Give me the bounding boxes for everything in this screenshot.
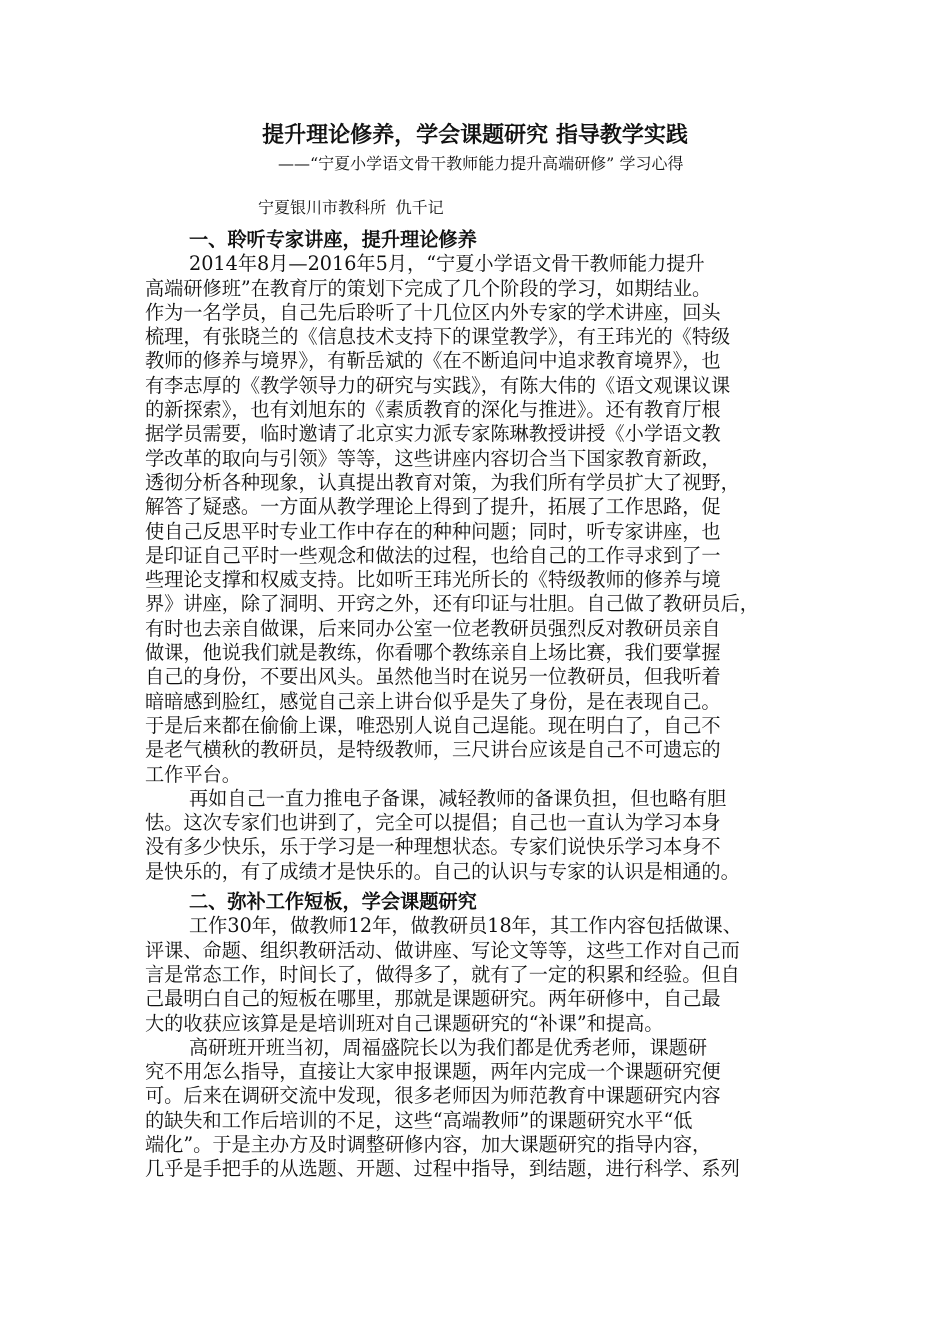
paragraph-line: 工作平台。: [145, 762, 241, 786]
paragraph-line: 没有多少快乐，乐于学习是一种理想状态。专家们说快乐学习本身不: [145, 835, 721, 859]
paragraph-line: 解答了疑惑。一方面从教学理论上得到了提升，拓展了工作思路，促: [145, 495, 721, 519]
paragraph-line: 2014年8月—2016年5月，“宁夏小学语文骨干教师能力提升: [189, 252, 705, 276]
paragraph-line: 评课、命题、组织教研活动、做讲座、写论文等等，这些工作对自己而: [145, 938, 740, 962]
paragraph-line: 的新探索》，也有刘旭东的《素质教育的深化与推进》。还有教育厅根: [145, 398, 721, 422]
paragraph-line: 于是后来都在偷偷上课，唯恐别人说自己逞能。现在明白了，自己不: [145, 713, 721, 737]
paragraph-line: 作为一名学员，自己先后聆听了十几位区内外专家的学术讲座，回头: [145, 300, 721, 324]
paragraph-line: 己最明白自己的短板在哪里，那就是课题研究。两年研修中，自己最: [145, 987, 721, 1011]
paragraph-line: 暗暗感到脸红，感觉自己亲上讲台似乎是失了身份，是在表现自己。: [145, 689, 721, 713]
paragraph-line: 大的收获应该算是是培训班对自己课题研究的“补课”和提高。: [145, 1011, 664, 1035]
document-subtitle: ——“宁夏小学语文骨干教师能力提升高端研修” 学习心得: [278, 154, 684, 173]
paragraph-line: 高研班开班当初，周福盛院长以为我们都是优秀老师，课题研: [189, 1035, 708, 1059]
paragraph-line: 可。后来在调研交流中发现，很多老师因为师范教育中课题研究内容: [145, 1084, 721, 1108]
paragraph-line: 工作30年，做教师12年，做教研员18年，其工作内容包括做课、: [189, 914, 742, 938]
paragraph-line: 怯。这次专家们也讲到了，完全可以提倡；自己也一直认为学习本身: [145, 811, 721, 835]
paragraph-line: 梳理，有张晓兰的《信息技术支持下的课堂教学》，有王玮光的《特级: [145, 325, 731, 349]
paragraph-line: 是老气横秋的教研员，是特级教师，三尺讲台应该是自己不可遗忘的: [145, 738, 721, 762]
paragraph-line: 再如自己一直力推电子备课，减轻教师的备课负担，但也略有胆: [189, 786, 727, 810]
paragraph-line: 据学员需要，临时邀请了北京实力派专家陈琳教授讲授《小学语文教: [145, 422, 721, 446]
paragraph: [145, 787, 807, 884]
paragraph-line: 究不用怎么指导，直接让大家申报课题，两年内完成一个课题研究便: [145, 1060, 721, 1084]
paragraph-line: 界》讲座，除了洞明、开窍之外，还有印证与壮胆。自己做了教研员后，: [145, 592, 759, 616]
paragraph: [145, 1036, 807, 1182]
paragraph-line: 几乎是手把手的从选题、开题、过程中指导，到结题，进行科学、系列: [145, 1157, 740, 1181]
document-body: [145, 228, 807, 1182]
section-2-content: [145, 914, 807, 1181]
paragraph-line: 有李志厚的《教学领导力的研究与实践》，有陈大伟的《语文观课议课: [145, 373, 731, 397]
paragraph-line: 的缺失和工作后培训的不足，这些“高端教师”的课题研究水平“低: [145, 1108, 693, 1132]
paragraph-line: 端化”。于是主办方及时调整研修内容，加大课题研究的指导内容，: [145, 1132, 712, 1156]
paragraph-line: 些理论支撑和权威支持。比如听王玮光所长的《特级教师的修养与境: [145, 568, 721, 592]
section-1-heading: 一、聆听专家讲座，提升理论修养: [189, 228, 477, 251]
paragraph-line: 是印证自己平时一些观念和做法的过程，也给自己的工作寻求到了一: [145, 543, 721, 567]
section-2-heading: 二、弥补工作短板，学会课题研究: [189, 890, 477, 914]
document-author: 宁夏银川市教科所 仇千记: [258, 198, 444, 217]
paragraph-line: 教师的修养与境界》，有靳岳斌的《在不断追问中追求教育境界》，也: [145, 349, 721, 373]
paragraph: [145, 914, 807, 1035]
paragraph-line: 是快乐的，有了成绩才是快乐的。自己的认识与专家的认识是相通的。: [145, 859, 740, 883]
paragraph-line: 有时也去亲自做课，后来同办公室一位老教研员强烈反对教研员亲自: [145, 616, 721, 640]
paragraph-line: 使自己反思平时专业工作中存在的种种问题；同时，听专家讲座，也: [145, 519, 721, 543]
paragraph-line: 自己的身份，不要出风头。虽然他当时在说另一位教研员，但我听着: [145, 665, 721, 689]
paragraph: [145, 252, 807, 787]
paragraph-line: 透彻分析各种现象，认真提出教育对策，为我们所有学员扩大了视野，: [145, 470, 740, 494]
section-1-content: [145, 252, 807, 884]
paragraph-line: 高端研修班”在教育厅的策划下完成了几个阶段的学习，如期结业。: [145, 276, 712, 300]
document-title: 提升理论修养，学会课题研究 指导教学实践: [262, 122, 688, 148]
paragraph-line: 言是常态工作，时间长了，做得多了，就有了一定的积累和经验。但自: [145, 962, 740, 986]
paragraph-line: 做课，他说我们就是教练，你看哪个教练亲自上场比赛，我们要掌握: [145, 641, 721, 665]
paragraph-line: 学改革的取向与引领》等等，这些讲座内容切合当下国家教育新政，: [145, 446, 721, 470]
